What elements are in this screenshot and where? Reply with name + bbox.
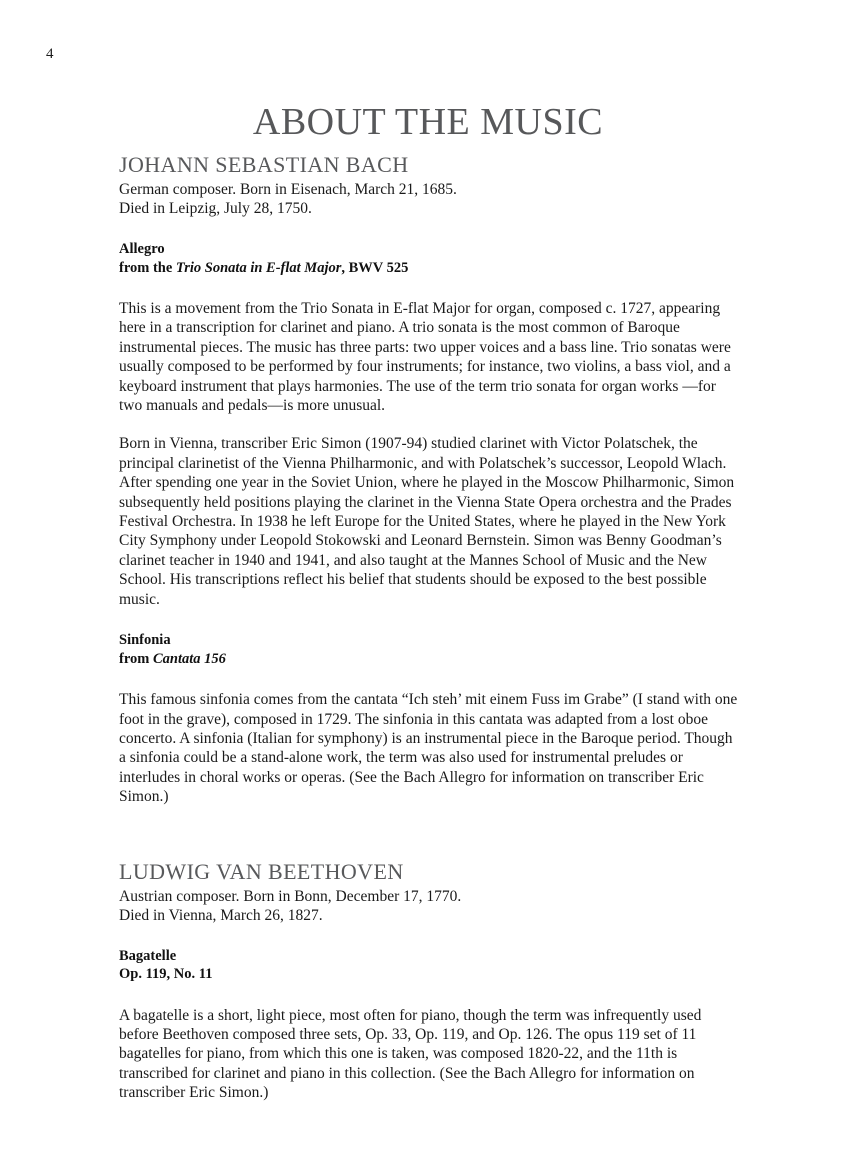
work-block-bagatelle [119, 947, 739, 984]
spacer [119, 807, 739, 859]
composer-bio-line-1: German composer. Born in Eisenach, March 21, 1685. [119, 181, 457, 198]
composer-section-beethoven [119, 859, 739, 925]
work-source [119, 965, 739, 984]
composer-name: JOHANN SEBASTIAN BACH [119, 152, 409, 177]
spacer [119, 668, 739, 690]
body-paragraph: This famous sinfonia comes from the cantata “Ich steh’ mit einem Fuss im Grabe” (I stand with one foot in the grave), composed in 1729. The sinfonia in this cantata was adapted from a lost oboe concerto. A sinfonia (Italian for symphony) is an instrumental piece in the Baroque period. Though a sinfonia could be a stand-alone work, the term was also used for instrumental preludes or interludes in choral works or operas. (See the Bach Allegro for information on transcriber Eric Simon.) [119, 691, 738, 806]
composer-bio-line-2: Died in Vienna, March 26, 1827. [119, 906, 323, 924]
composer-bio-line-2: Died in Leipzig, July 28, 1750. [119, 200, 312, 217]
work-source-prefix: from [119, 650, 153, 667]
work-title: Allegro [119, 241, 165, 257]
page-number: 4 [46, 46, 54, 62]
spacer [119, 415, 739, 434]
spacer [119, 984, 739, 1006]
composer-section-bach [119, 152, 739, 218]
spacer [119, 925, 739, 947]
body-paragraph: A bagatelle is a short, light piece, most often for piano, though the term was infrequently used before Beethoven composed three sets, Op. 33, Op. 119, and Op. 126. The opus 119 set of 11 bagatelles for piano, from which this one is taken, was composed 1820-22, and the 11th is transcribed for clarinet and piano in this collection. (See the Bach Allegro for information on transcriber Eric Simon.) [119, 1006, 702, 1102]
text-column [119, 152, 739, 1103]
work-source [119, 650, 739, 669]
spacer [119, 218, 739, 240]
work-block-allegro [119, 240, 739, 277]
work-source-suffix: , BWV 525 [341, 259, 409, 276]
body-paragraph: Born in Vienna, transcriber Eric Simon (1907-94) studied clarinet with Victor Polatschek, the principal clarinetist of the Vienna Philharmonic, and with Polatschek’s successor, Leopold Wlach. After spending one year in the Soviet Union, where he played in the Moscow Philharmonic, Simon subsequently held positions playing the clarinet in the Vienna State Opera orchestra and the Prades Festival Orchestra. In 1938 he left Europe for the United States, where he played in the New York City Symphony under Leopold Stokowski and Leonard Bernstein. Simon was Benny Goodman’s clarinet teacher in 1940 and 1941, and also taught at the Mannes School of Music and the New School. His transcriptions reflect his belief that students should be exposed to the best possible music. [119, 435, 735, 608]
work-source-italic: Cantata 156 [152, 650, 226, 667]
composer-bio-line-1: Austrian composer. Born in Bonn, December 17, 1770. [119, 887, 462, 905]
work-source-prefix: from the [119, 259, 176, 276]
work-title: Bagatelle [119, 947, 177, 964]
spacer [119, 609, 739, 631]
page-title: ABOUT THE MUSIC [252, 101, 604, 144]
work-title: Sinfonia [119, 632, 171, 649]
spacer [119, 277, 739, 299]
body-paragraph: This is a movement from the Trio Sonata in E-flat Major for organ, composed c. 1727, appearing here in a transcription for clarinet and piano. A trio sonata is the most common of Baroque instrumental pieces. The music has three parts: two upper voices and a bass line. Trio sonatas were usually composed to be performed by four instruments; for instance, two violins, a bass viol, and a keyboard instrument that plays harmonies. The use of the term trio sonata for organ works —for two manuals and pedals—is more unusual. [119, 300, 731, 415]
work-source-italic: Trio Sonata in E-flat Major [175, 259, 342, 276]
work-source [119, 259, 739, 278]
work-block-sinfonia [119, 631, 739, 668]
composer-name: LUDWIG VAN BEETHOVEN [119, 858, 404, 884]
work-source-prefix: Op. 119, No. 11 [119, 966, 213, 983]
